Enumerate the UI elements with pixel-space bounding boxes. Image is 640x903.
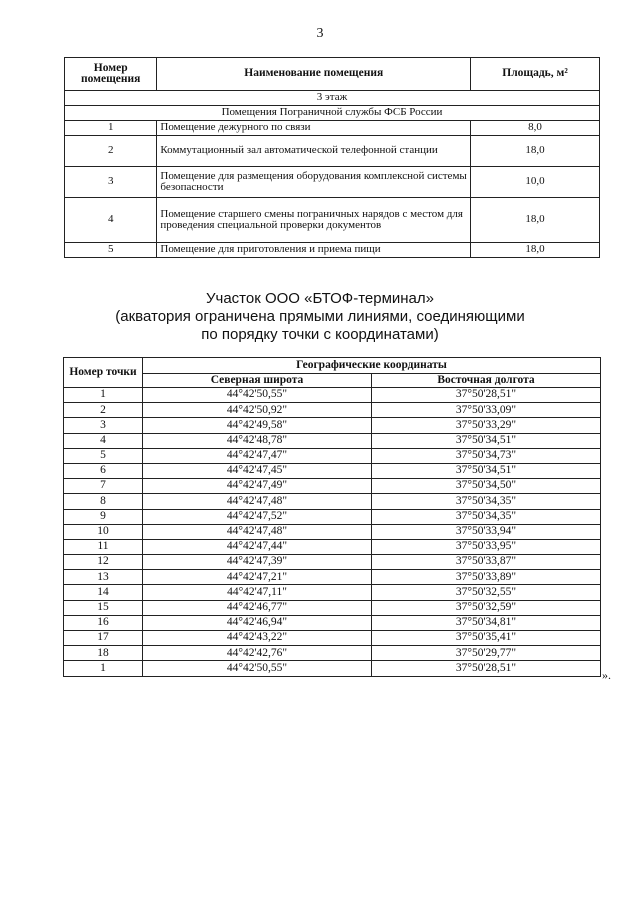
longitude-cell: 37°50'33,87" xyxy=(372,555,601,570)
table-row xyxy=(65,198,600,243)
point-number: 17 xyxy=(64,631,143,646)
room-area: 18,0 xyxy=(471,198,600,243)
latitude-cell: 44°42'47,48" xyxy=(143,524,372,539)
floor-label: 3 этаж xyxy=(65,91,600,106)
table-row xyxy=(64,509,601,524)
table-row xyxy=(64,524,601,539)
point-number: 14 xyxy=(64,585,143,600)
latitude-cell: 44°42'43,22" xyxy=(143,631,372,646)
longitude-cell: 37°50'28,51" xyxy=(372,388,601,403)
table-row xyxy=(64,494,601,509)
table-row xyxy=(64,418,601,433)
header-point-number: Номер точки xyxy=(64,358,143,388)
header-latitude: Северная широта xyxy=(143,374,372,388)
point-number: 2 xyxy=(64,403,143,418)
table-row xyxy=(64,646,601,661)
latitude-cell: 44°42'42,76" xyxy=(143,646,372,661)
longitude-cell: 37°50'32,55" xyxy=(372,585,601,600)
room-area: 10,0 xyxy=(471,167,600,198)
point-number: 6 xyxy=(64,463,143,478)
room-name: Коммутационный зал автоматической телефонной станции xyxy=(157,136,471,167)
table-row xyxy=(64,388,601,403)
longitude-cell: 37°50'34,73" xyxy=(372,448,601,463)
latitude-cell: 44°42'47,52" xyxy=(143,509,372,524)
longitude-cell: 37°50'35,41" xyxy=(372,631,601,646)
latitude-cell: 44°42'47,49" xyxy=(143,479,372,494)
coords-header-row xyxy=(64,358,601,374)
longitude-cell: 37°50'34,51" xyxy=(372,463,601,478)
longitude-cell: 37°50'33,09" xyxy=(372,403,601,418)
table-row xyxy=(64,479,601,494)
section-heading-line2: (акватория ограничена прямыми линиями, соединяющими xyxy=(115,308,525,325)
point-number: 7 xyxy=(64,479,143,494)
table-row xyxy=(64,631,601,646)
table-row xyxy=(65,167,600,198)
room-number: 5 xyxy=(65,243,157,258)
latitude-cell: 44°42'49,58" xyxy=(143,418,372,433)
table-row xyxy=(65,243,600,258)
closing-quote: ». xyxy=(602,668,611,682)
longitude-cell: 37°50'34,81" xyxy=(372,615,601,630)
longitude-cell: 37°50'33,29" xyxy=(372,418,601,433)
rooms-table xyxy=(64,57,600,258)
latitude-cell: 44°42'47,44" xyxy=(143,539,372,554)
table-row xyxy=(64,570,601,585)
longitude-cell: 37°50'32,59" xyxy=(372,600,601,615)
longitude-cell: 37°50'29,77" xyxy=(372,646,601,661)
point-number: 15 xyxy=(64,600,143,615)
point-number: 11 xyxy=(64,539,143,554)
table-row xyxy=(64,661,601,676)
longitude-cell: 37°50'34,35" xyxy=(372,494,601,509)
point-number: 16 xyxy=(64,615,143,630)
coords-subheader-row xyxy=(64,374,601,388)
coordinates-table xyxy=(63,357,601,677)
longitude-cell: 37°50'33,94" xyxy=(372,524,601,539)
latitude-cell: 44°42'46,94" xyxy=(143,615,372,630)
header-longitude: Восточная долгота xyxy=(372,374,601,388)
point-number: 12 xyxy=(64,555,143,570)
table-row xyxy=(64,539,601,554)
latitude-cell: 44°42'50,92" xyxy=(143,403,372,418)
point-number: 1 xyxy=(64,388,143,403)
longitude-cell: 37°50'34,50" xyxy=(372,479,601,494)
latitude-cell: 44°42'47,39" xyxy=(143,555,372,570)
latitude-cell: 44°42'48,78" xyxy=(143,433,372,448)
section-heading-line3: по порядку точки с координатами) xyxy=(201,326,439,343)
room-number: 3 xyxy=(65,167,157,198)
table-row xyxy=(64,555,601,570)
header-room-name: Наименование помещения xyxy=(157,58,471,91)
table-row xyxy=(64,600,601,615)
floor-row xyxy=(65,91,600,106)
point-number: 8 xyxy=(64,494,143,509)
latitude-cell: 44°42'50,55" xyxy=(143,388,372,403)
latitude-cell: 44°42'46,77" xyxy=(143,600,372,615)
room-number: 4 xyxy=(65,198,157,243)
room-name: Помещение для приготовления и приема пищи xyxy=(157,243,471,258)
room-area: 18,0 xyxy=(471,243,600,258)
point-number: 3 xyxy=(64,418,143,433)
room-area: 8,0 xyxy=(471,121,600,136)
coords-body xyxy=(64,388,601,677)
table-row xyxy=(64,615,601,630)
section-label: Помещения Пограничной службы ФСБ России xyxy=(65,106,600,121)
longitude-cell: 37°50'28,51" xyxy=(372,661,601,676)
latitude-cell: 44°42'47,21" xyxy=(143,570,372,585)
room-name: Помещение старшего смены пограничных нарядов с местом для проведения специальной проверки документов xyxy=(157,198,471,243)
longitude-cell: 37°50'33,95" xyxy=(372,539,601,554)
table-row xyxy=(65,136,600,167)
header-geo-coordinates: Географические координаты xyxy=(143,358,601,374)
latitude-cell: 44°42'50,55" xyxy=(143,661,372,676)
point-number: 1 xyxy=(64,661,143,676)
point-number: 10 xyxy=(64,524,143,539)
room-area: 18,0 xyxy=(471,136,600,167)
latitude-cell: 44°42'47,48" xyxy=(143,494,372,509)
point-number: 4 xyxy=(64,433,143,448)
table-row xyxy=(65,121,600,136)
room-name: Помещение дежурного по связи xyxy=(157,121,471,136)
header-room-number: Номер помещения xyxy=(65,58,157,91)
point-number: 5 xyxy=(64,448,143,463)
table-row xyxy=(64,433,601,448)
latitude-cell: 44°42'47,11" xyxy=(143,585,372,600)
section-heading-title: Участок ООО «БТОФ-терминал» xyxy=(206,290,434,307)
point-number: 9 xyxy=(64,509,143,524)
header-room-area: Площадь, м² xyxy=(471,58,600,91)
rooms-header-row xyxy=(65,58,600,91)
table-row xyxy=(64,403,601,418)
point-number: 13 xyxy=(64,570,143,585)
room-number: 2 xyxy=(65,136,157,167)
point-number: 18 xyxy=(64,646,143,661)
latitude-cell: 44°42'47,47" xyxy=(143,448,372,463)
room-number: 1 xyxy=(65,121,157,136)
room-name: Помещение для размещения оборудования комплексной системы безопасности xyxy=(157,167,471,198)
table-row xyxy=(64,463,601,478)
longitude-cell: 37°50'34,35" xyxy=(372,509,601,524)
longitude-cell: 37°50'34,51" xyxy=(372,433,601,448)
section-row xyxy=(65,106,600,121)
longitude-cell: 37°50'33,89" xyxy=(372,570,601,585)
latitude-cell: 44°42'47,45" xyxy=(143,463,372,478)
table-row xyxy=(64,448,601,463)
table-row xyxy=(64,585,601,600)
page-number: 3 xyxy=(316,26,324,41)
